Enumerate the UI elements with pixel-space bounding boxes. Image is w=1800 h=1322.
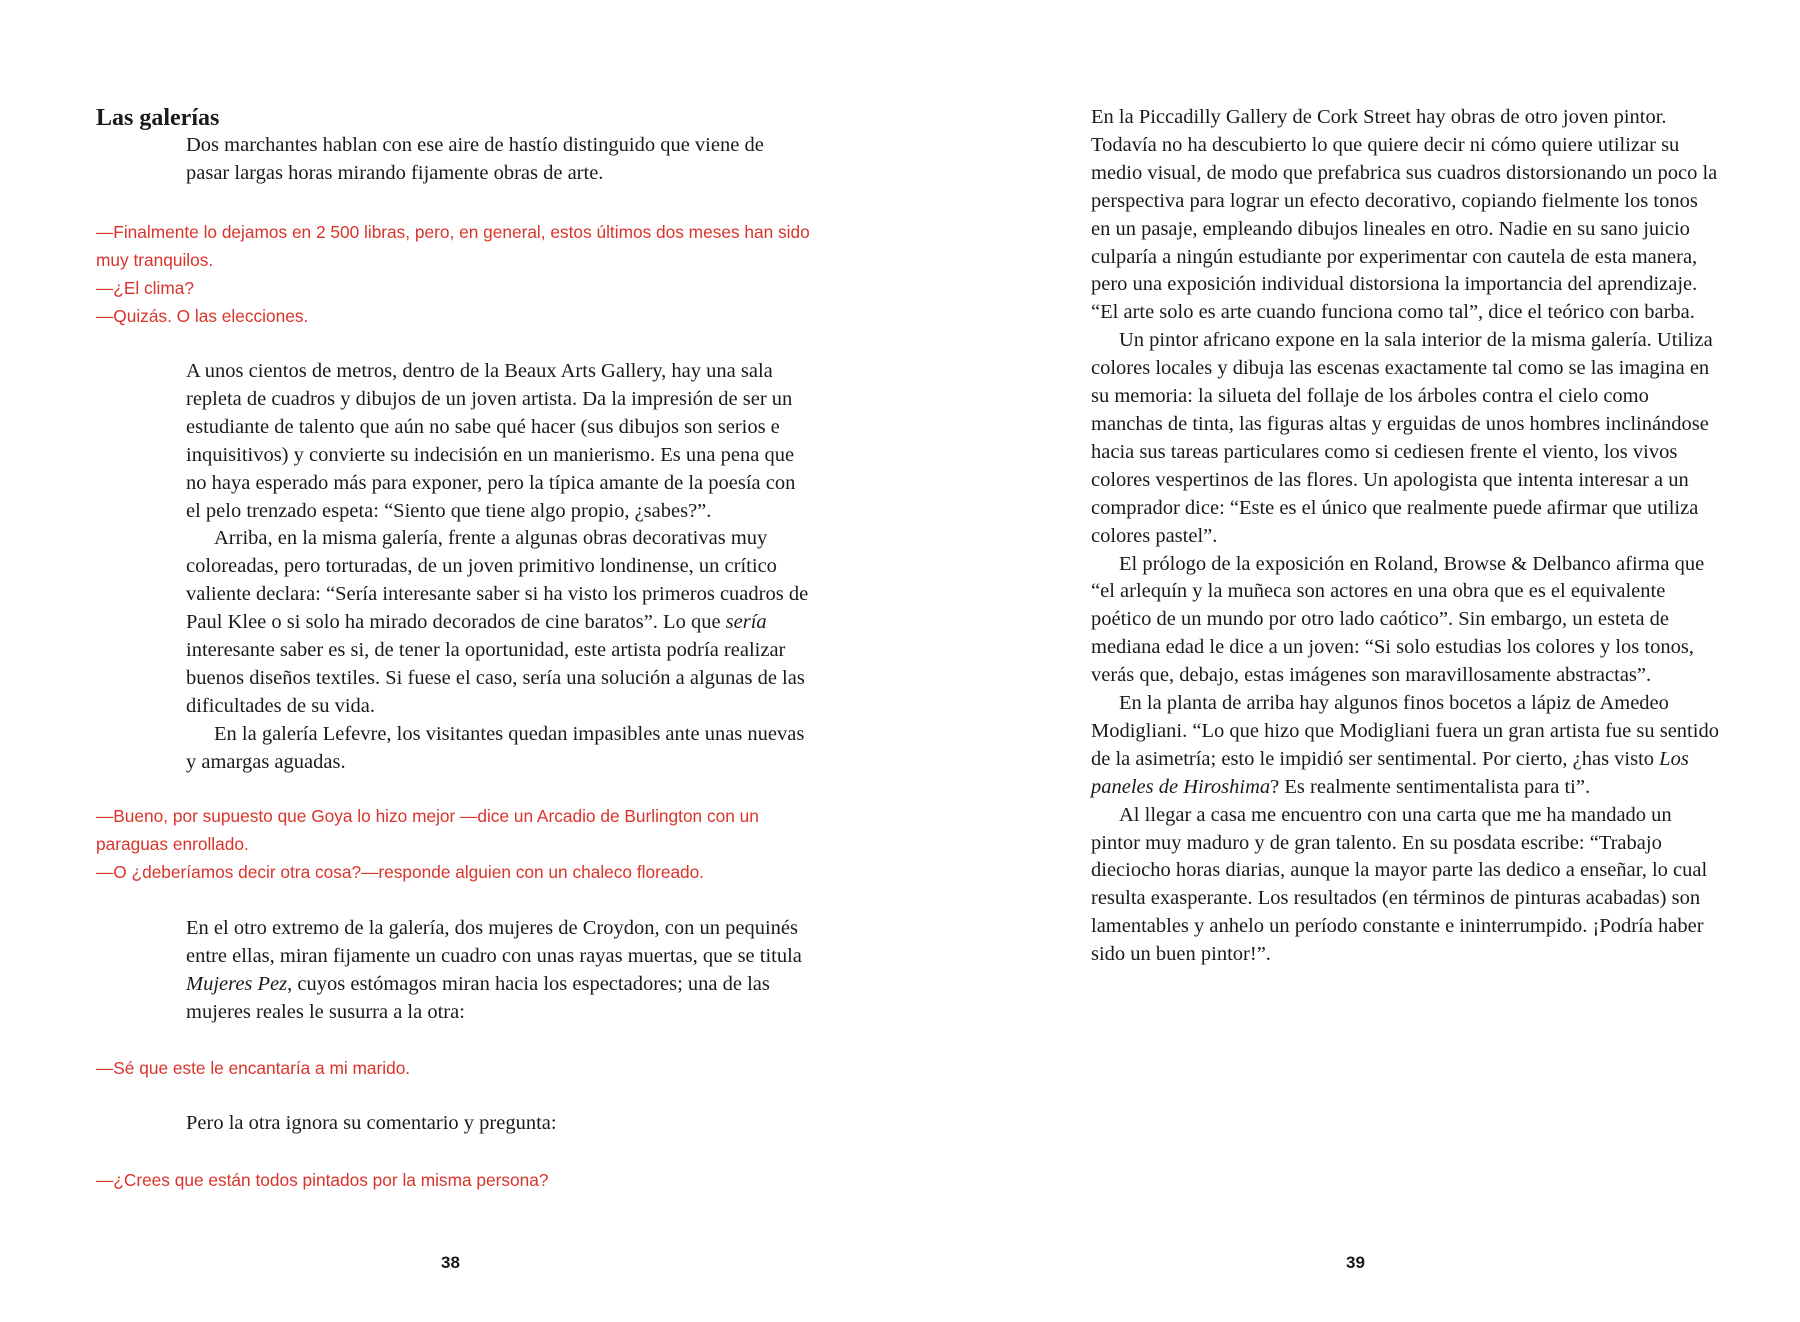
body-paragraph: El prólogo de la exposición en Roland, Browse & Delbanco afirma que “el arlequín y la muñeca son actores en una obra que es el equivalente poético de un mundo por otro lado caótico”. Sin embargo, un esteta de mediana edad le dice a un joven: “Si solo estudias los colores y los tonos, verás que, debajo, estas imágenes son maravillosamente abstractas”. xyxy=(1091,552,1705,687)
text-span: ? Es realmente sentimentalista para ti”. xyxy=(1270,775,1591,798)
dialogue-block-4 xyxy=(96,1167,812,1195)
right-page xyxy=(1091,0,1721,1322)
intro-text: Dos marchantes hablan con ese aire de hastío distinguido que viene de pasar largas horas mirando fijamente obras de arte. xyxy=(186,134,764,184)
body-paragraph xyxy=(186,525,812,720)
body-paragraph: Un pintor africano expone en la sala interior de la misma galería. Utiliza colores locales y dibuja las escenas exactamente tal como se las imagina en su memoria: la silueta del follaje de los árboles contra el cielo como manchas de tinta, las figuras altas y erguidas de unos hombres inclinándose hacia sus tareas particulares como si cediesen frente el viento, los vivos colores vespertinos de las flores. Un apologista que intenta interesar a un comprador dice: “Este es el único que realmente puede afirmar que utiliza colores pastel”. xyxy=(1091,329,1713,547)
text-span: , cuyos estómagos miran hacia los espectadores; una de las mujeres reales le susurra a la otra: xyxy=(186,972,770,1023)
text-span: Arriba, en la misma galería, frente a algunas obras decorativas muy coloreadas, pero torturadas, de un joven primitivo londinense, un crítico valiente declara: “Sería interesante saber si ha visto los primeros cuadros de Paul Klee o si solo ha mirado decorados de cine baratos”. Lo que xyxy=(186,527,809,634)
dialogue-line: —¿Crees que están todos pintados por la misma persona? xyxy=(96,1170,549,1190)
right-text-block xyxy=(1091,104,1721,969)
text-span: En el otro extremo de la galería, dos mujeres de Croydon, con un pequinés entre ellas, miran fijamente un cuadro con unas rayas muertas, que se titula xyxy=(186,917,802,967)
page-number-left: 38 xyxy=(441,1253,460,1272)
body-block-4 xyxy=(186,1110,812,1138)
page-number-right: 39 xyxy=(1346,1253,1365,1272)
dialogue-block-3 xyxy=(96,1055,812,1083)
body-paragraph: Al llegar a casa me encuentro con una carta que me ha mandado un pintor muy maduro y de gran talento. En su posdata escribe: “Trabajo dieciocho horas diarias, aunque la mayor parte las dedico a enseñar, lo cual resulta exasperante. Los resultados (en términos de pinturas acabadas) son lamentables y anhelo un período constante e ininterrumpido. ¡Podría haber sido un buen pintor!”. xyxy=(1091,803,1708,966)
text-span: interesante saber es si, de tener la oportunidad, este artista podría realizar buenos diseños textiles. Si fuese el caso, sería una solución a algunas de las dificultades de su vida. xyxy=(186,639,805,717)
left-page xyxy=(96,0,812,1322)
body-block-3 xyxy=(186,915,812,1027)
dialogue-line: —Finalmente lo dejamos en 2 500 libras, pero, en general, estos últimos dos meses han sido muy tranquilos. xyxy=(96,222,810,270)
dialogue-block-2 xyxy=(96,803,812,887)
section-heading: Las galerías xyxy=(96,105,220,131)
italic-word: sería xyxy=(725,611,767,634)
dialogue-line: —O ¿deberíamos decir otra cosa?—responde alguien con un chaleco floreado. xyxy=(96,861,705,882)
body-paragraph xyxy=(186,915,812,1027)
body-paragraph xyxy=(1091,690,1721,802)
dialogue-line: —Sé que este le encantaría a mi marido. xyxy=(96,1058,411,1078)
body-block-2 xyxy=(186,358,812,777)
body-paragraph: Pero la otra ignora su comentario y pregunta: xyxy=(186,1112,557,1134)
dialogue-line: —Bueno, por supuesto que Goya lo hizo mejor —dice un Arcadio de Burlington con un paraguas enrollado. xyxy=(96,806,759,854)
dialogue-line: —Quizás. O las elecciones. xyxy=(96,305,309,326)
text-span: En la planta de arriba hay algunos finos bocetos a lápiz de Amedeo Modigliani. “Lo que hizo que Modigliani fuera un gran artista fue su sentido de la asimetría; esto le impidió ser sentimental. Por cierto, ¿has visto xyxy=(1091,692,1719,770)
body-paragraph: En la Piccadilly Gallery de Cork Street hay obras de otro joven pintor. Todavía no ha descubierto lo que quiere decir ni cómo quiere utilizar su medio visual, de modo que prefabrica sus cuadros distorsionando un poco la perspectiva para lograr un efecto decorativo, copiando fielmente los tonos en un pasaje, empleando dibujos lineales en otro. Nadie en su sano juicio culparía a ningún estudiante por experimentar con cautela de esta manera, pero una exposición individual distorsiona la importancia del aprendizaje. “El arte solo es arte cuando funciona como tal”, dice el teórico con barba. xyxy=(1091,106,1718,324)
italic-title: Mujeres Pez xyxy=(186,972,288,995)
intro-paragraph xyxy=(186,132,812,188)
body-paragraph: A unos cientos de metros, dentro de la Beaux Arts Gallery, hay una sala repleta de cuadros y dibujos de un joven artista. Da la impresión de ser un estudiante de talento que aún no sabe qué hacer (sus dibujos son serios e inquisitivos) y convierte su indecisión en un manierismo. Es una pena que no haya esperado más para exponer, pero la típica amante de la poesía con el pelo trenzado espeta: “Siento que tiene algo propio, ¿sabes?”. xyxy=(186,360,796,522)
italic-title: Los paneles de Hiroshima xyxy=(1091,747,1689,798)
dialogue-line: —¿El clima? xyxy=(96,277,194,298)
body-paragraph: En la galería Lefevre, los visitantes quedan impasibles ante unas nuevas y amargas aguadas. xyxy=(186,722,805,773)
dialogue-block-1 xyxy=(96,219,812,331)
